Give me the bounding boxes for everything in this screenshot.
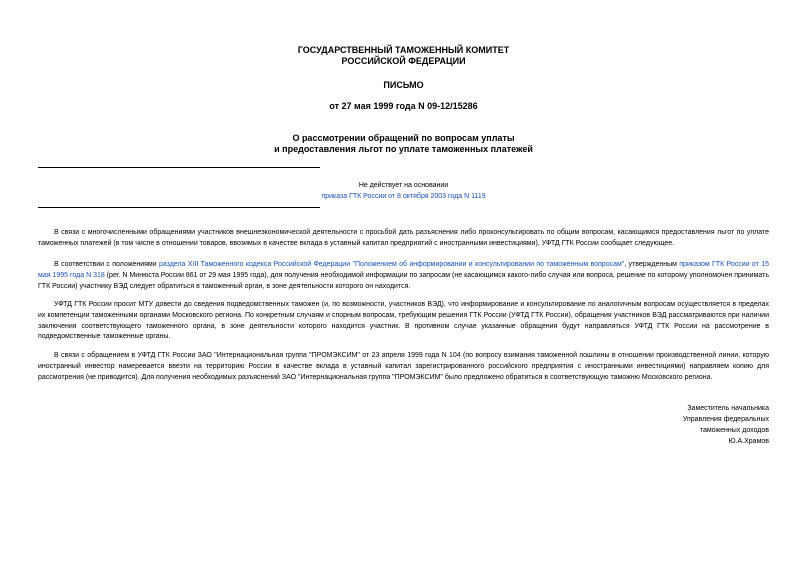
customs-code-section-link[interactable]: раздела XIII Таможенного кодекса Российской Федерации: [158, 261, 351, 268]
paragraph-2-rest: (рег. N Минюста России 861 от 29 мая 1995 года), для получения необходимой информации по запросам (не касающимся какого-либо случая или вопроса, решение по которому уполномочен принимать ГТК России) участнику ВЭД следует обратиться в таможенный орган, в зоне деятельности которого он находится.: [38, 271, 769, 290]
paragraph-3: УФТД ГТК России просит МТУ довести до сведения подведомственных таможен (и, по возможности, участников ВЭД), что информирование и консультирование по аналогичным вопросам осуществляется в пределах их компетенции таможенными органами Московского региона. По конкретным случаям и спорным вопросам, требующим решения ГТК России (УФТД ГТК России), обращения участников ВЭД рассматриваются при наличии заключения соответствующего таможенного органа, в зоне деятельности которого находится участник. В противном случае указанные обращения будут направляться УФТД ГТК России на рассмотрение в подведомственные таможенные органы.: [38, 301, 769, 341]
status-text: Не действует на основании: [358, 182, 449, 189]
regulation-link[interactable]: "Положением об информировании и консультировании по таможенным вопросам": [352, 261, 625, 268]
paragraph-2-mid: , утвержденным: [624, 261, 680, 268]
paragraph-4: В связи с обращением в УФТД ГТК России ЗАО "Интернациональная группа "ПРОМЭКСИМ" от 23 апреля 1999 года N 104 (по вопросу взимания таможенной пошлины в отношении производственной линии, которую иностранный инвестор намеревается ввезти на территорию России в качестве вклада в уставный капитал зарегистрированного российского предприятия с иностранными инвестициями) направляем копию для рассмотрения (не приводится). Для получения необходимых разъяснений ЗАО "Интернациональная группа "ПРОМЭКСИМ" было предложено обратиться в соответствующую таможню Московского региона.: [38, 352, 769, 381]
org-line-2: РОССИЙСКОЙ ФЕДЕРАЦИИ: [341, 56, 466, 66]
paragraph-2-intro: В соответствии с положениями: [54, 261, 159, 268]
signature-block: [683, 403, 769, 447]
subject-line-2: и предоставления льгот по уплате таможенных платежей: [274, 144, 533, 154]
signatory-title-1: Заместитель начальника: [687, 405, 769, 412]
signatory-title-3: таможенных доходов: [699, 427, 769, 434]
document-subject: [0, 133, 807, 155]
document-type: ПИСЬМО: [383, 80, 424, 90]
issuing-authority: [0, 45, 807, 67]
paragraph-1: В связи с многочисленными обращениями участников внешнеэкономической деятельности с просьбой дать разъяснения либо проконсультировать по общим вопросам, касающимся предоставления льгот по уплате таможенных платежей (в том числе в отношении товаров, ввозимых в качестве вклада в уставный капитал предприятий с иностранными инвестициями), УФТД ГТК России сообщает следующее.: [38, 229, 769, 247]
status-divider-bottom: [38, 207, 320, 208]
order-318-link[interactable]: приказом ГТК России от 15 мая 1995 года N 318: [38, 261, 769, 279]
subject-line-1: О рассмотрении обращений по вопросам уплаты: [292, 133, 515, 143]
status-note: [0, 180, 807, 202]
signatory-name: Ю.А.Храмов: [728, 438, 769, 445]
paragraph-2: [38, 260, 769, 292]
status-repeal-link[interactable]: приказа ГТК России от 8 октября 2003 года N 1119: [321, 193, 486, 200]
org-line-1: ГОСУДАРСТВЕННЫЙ ТАМОЖЕННЫЙ КОМИТЕТ: [297, 45, 510, 55]
signatory-title-2: Управления федеральных: [682, 416, 769, 423]
document-date-number: от 27 мая 1999 года N 09-12/15286: [329, 101, 478, 111]
status-divider-top: [38, 167, 320, 168]
